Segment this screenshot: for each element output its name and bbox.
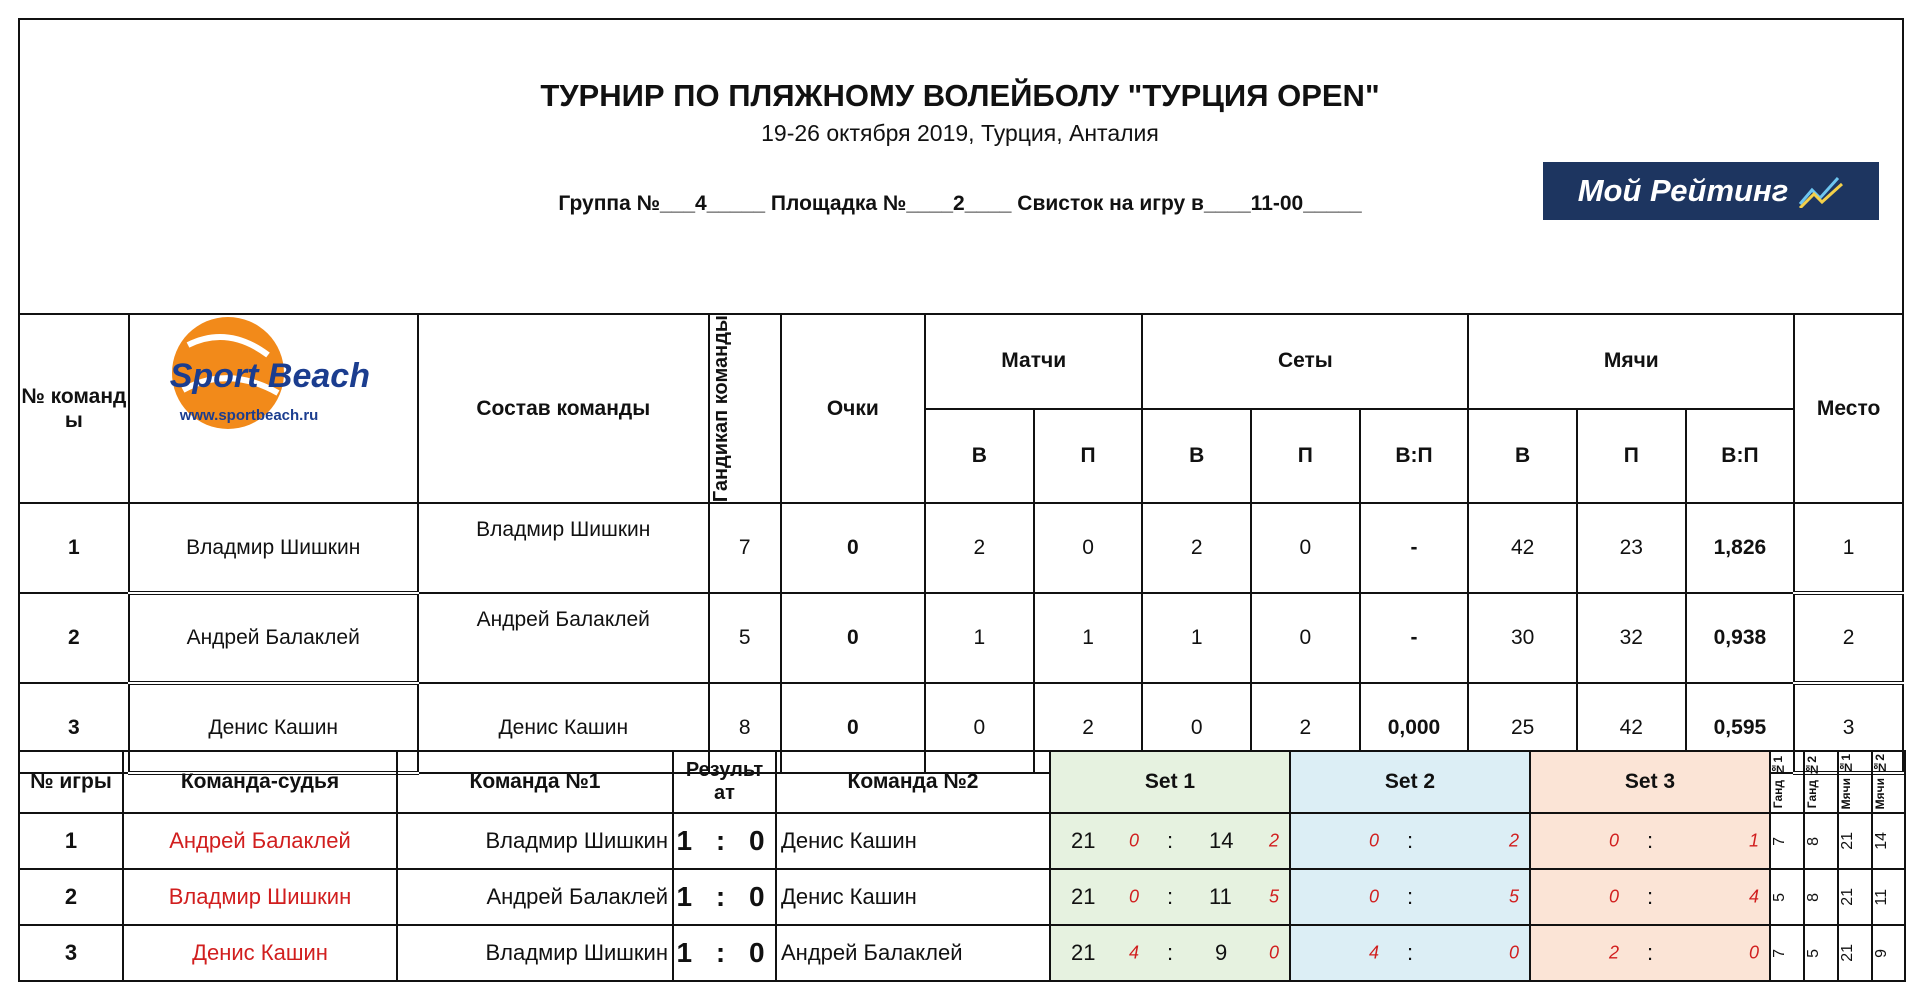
matches-w: 0: [925, 683, 1034, 773]
page-title: ТУРНИР ПО ПЛЯЖНОМУ ВОЛЕЙБОЛУ "ТУРЦИЯ OPEN": [540, 78, 1380, 113]
balls1-value: [1838, 869, 1872, 925]
points-header: Очки: [781, 314, 926, 503]
team1-header: Команда №1: [397, 751, 673, 813]
balls2-value: [1872, 869, 1905, 925]
set2-header: Set 2: [1290, 751, 1530, 813]
referee-team: Андрей Балаклей: [123, 813, 397, 869]
team-handicap: 7: [709, 503, 781, 593]
set2-score: [1290, 925, 1530, 981]
hand2-text: 8: [1805, 836, 1822, 846]
set1-team1-points: 21: [1071, 940, 1096, 965]
team1-name: Владмир Шишкин: [397, 813, 673, 869]
balls-w: 30: [1468, 593, 1577, 683]
balls2-header-text: Мячи №2: [1873, 754, 1887, 810]
team-roster: Владмир Шишкин: [418, 503, 709, 593]
set-separator: :: [1167, 940, 1174, 965]
set1-header: Set 1: [1050, 751, 1290, 813]
matches-l: 1: [1034, 593, 1143, 683]
team-roster: Андрей Балаклей: [418, 593, 709, 683]
game-result: 1 : 0: [673, 869, 776, 925]
game-no: 2: [19, 869, 123, 925]
games-table: [18, 750, 1906, 982]
table-row: [19, 813, 1905, 869]
matches-l: 0: [1034, 503, 1143, 593]
sets-w-header: В: [1142, 409, 1251, 504]
set-separator: :: [1647, 884, 1654, 909]
game-result: 1 : 0: [673, 813, 776, 869]
matches-header: Матчи: [925, 314, 1142, 409]
game-no-header: № игры: [19, 751, 123, 813]
set1-team1-handicap: 0: [1129, 830, 1140, 851]
chart-trend-icon: [1798, 174, 1844, 208]
balls-w-header: В: [1468, 409, 1577, 504]
game-no: 1: [19, 813, 123, 869]
hand1-value: [1770, 869, 1804, 925]
set1-team2-handicap: 5: [1269, 886, 1280, 907]
set-separator: :: [1407, 828, 1414, 853]
set3-score: [1530, 869, 1770, 925]
sport-logo-url: www.sportbeach.ru: [179, 407, 319, 424]
set1-team1-points: 21: [1071, 828, 1096, 853]
balls-w: 25: [1468, 683, 1577, 773]
moy-reiting-logo: [1543, 162, 1879, 220]
hand2-value: [1804, 813, 1838, 869]
set-separator: :: [1647, 828, 1654, 853]
balls1-header-text: Мячи №1: [1839, 754, 1853, 810]
set-separator: :: [1407, 884, 1414, 909]
balls2-value: [1872, 813, 1905, 869]
balls-l: 42: [1577, 683, 1686, 773]
page-subtitle: 19-26 октября 2019, Турция, Анталия: [761, 120, 1159, 146]
game-result: 1 : 0: [673, 925, 776, 981]
referee-header: Команда-судья: [123, 751, 397, 813]
team-handicap: 8: [709, 683, 781, 773]
team-no: 3: [19, 683, 129, 773]
matches-w-header: В: [925, 409, 1034, 504]
matches-w: 1: [925, 593, 1034, 683]
team2-name: Денис Кашин: [776, 869, 1050, 925]
hand1-header: [1770, 751, 1804, 813]
team-points: 0: [781, 503, 926, 593]
team1-name: Андрей Балаклей: [397, 869, 673, 925]
set3-header: Set 3: [1530, 751, 1770, 813]
balls-ratio-header: В:П: [1686, 409, 1795, 504]
set3-team1-handicap: 0: [1609, 886, 1620, 907]
set2-score: [1290, 813, 1530, 869]
team-no: 2: [19, 593, 129, 683]
team1-name: Владмир Шишкин: [397, 925, 673, 981]
set1-team2-points: 11: [1209, 884, 1232, 909]
table-row: [19, 869, 1905, 925]
hand2-value: [1804, 869, 1838, 925]
set3-team2-handicap: 0: [1749, 942, 1760, 963]
balls1-header: [1838, 751, 1872, 813]
balls1-value: [1838, 925, 1872, 981]
balls-w: 42: [1468, 503, 1577, 593]
set2-team1-handicap: 0: [1369, 830, 1380, 851]
balls-l: 23: [1577, 503, 1686, 593]
balls-l: 32: [1577, 593, 1686, 683]
sets-l: 2: [1251, 683, 1360, 773]
matches-w: 2: [925, 503, 1034, 593]
hand1-text: 5: [1771, 892, 1788, 902]
sets-header: Сеты: [1142, 314, 1468, 409]
set1-team1-handicap: 0: [1129, 886, 1140, 907]
balls2-header: [1872, 751, 1905, 813]
table-row: [19, 503, 1903, 593]
balls1-text: 21: [1839, 888, 1856, 906]
game-no: 3: [19, 925, 123, 981]
sets-ratio: 0,000: [1360, 683, 1469, 773]
sets-w: 2: [1142, 503, 1251, 593]
set1-score: [1050, 813, 1290, 869]
set2-team2-handicap: 2: [1509, 830, 1520, 851]
balls-header: Мячи: [1468, 314, 1794, 409]
set-separator: :: [1647, 940, 1654, 965]
rating-logo-text: Мой Рейтинг: [1577, 173, 1789, 208]
hand1-text: 7: [1771, 836, 1788, 846]
place-header: Место: [1794, 314, 1903, 503]
hand1-text: 7: [1771, 948, 1788, 958]
referee-team: Денис Кашин: [123, 925, 397, 981]
set3-team2-handicap: 4: [1749, 886, 1760, 907]
referee-team: Владмир Шишкин: [123, 869, 397, 925]
table-row: [19, 925, 1905, 981]
balls2-text: 14: [1873, 832, 1890, 850]
sets-ratio-header: В:П: [1360, 409, 1469, 504]
set1-team2-points: 14: [1209, 828, 1234, 853]
set3-team1-handicap: 2: [1609, 942, 1620, 963]
set2-team1-handicap: 0: [1369, 886, 1380, 907]
team-points: 0: [781, 683, 926, 773]
sets-w: 1: [1142, 593, 1251, 683]
hand2-value: [1804, 925, 1838, 981]
hand1-value: [1770, 813, 1804, 869]
set1-team1-handicap: 4: [1129, 942, 1140, 963]
sets-w: 0: [1142, 683, 1251, 773]
result-header: Результ ат: [673, 751, 776, 813]
set1-score: [1050, 925, 1290, 981]
team-name: Владмир Шишкин: [129, 503, 418, 593]
team-no: 1: [19, 503, 129, 593]
balls-l-header: П: [1577, 409, 1686, 504]
set3-team2-handicap: 1: [1749, 830, 1760, 851]
team-name: Денис Кашин: [129, 683, 418, 773]
set2-team1-handicap: 4: [1369, 942, 1380, 963]
roster-header: Состав команды: [418, 314, 709, 503]
balls2-text: 11: [1873, 888, 1890, 906]
table-row: [19, 593, 1903, 683]
group-meta: Группа №___4_____ Площадка №____2____ Свисток на игру в____11-00_____: [558, 192, 1362, 215]
balls-ratio: 1,826: [1686, 503, 1795, 593]
set2-score: [1290, 869, 1530, 925]
hand2-text: 8: [1805, 892, 1822, 902]
hand2-text: 5: [1805, 948, 1822, 958]
team-handicap: 5: [709, 593, 781, 683]
hand2-header: [1804, 751, 1838, 813]
team2-header: Команда №2: [776, 751, 1050, 813]
set-separator: :: [1167, 884, 1174, 909]
matches-l-header: П: [1034, 409, 1143, 504]
team2-name: Андрей Балаклей: [776, 925, 1050, 981]
set1-team2-handicap: 0: [1269, 942, 1280, 963]
balls-ratio: 0,595: [1686, 683, 1795, 773]
set2-team2-handicap: 5: [1509, 886, 1520, 907]
handicap-header: [709, 314, 781, 503]
sport-beach-logo-cell: [129, 314, 418, 503]
matches-l: 2: [1034, 683, 1143, 773]
set1-team2-points: 9: [1215, 940, 1228, 965]
sport-logo-main: Sport Beach: [169, 357, 370, 395]
hand1-value: [1770, 925, 1804, 981]
team2-name: Денис Кашин: [776, 813, 1050, 869]
hand1-header-text: Ганд №1: [1771, 755, 1785, 809]
team-name: Андрей Балаклей: [129, 593, 418, 683]
balls-ratio: 0,938: [1686, 593, 1795, 683]
sets-ratio: -: [1360, 593, 1469, 683]
team-place: 2: [1794, 593, 1903, 683]
balls1-text: 21: [1839, 832, 1856, 850]
balls2-text: 9: [1873, 948, 1890, 958]
team-roster: Денис Кашин: [418, 683, 709, 773]
team-place: 1: [1794, 503, 1903, 593]
sets-l: 0: [1251, 593, 1360, 683]
handicap-header-text: Гандикап команды: [709, 315, 732, 503]
standings-table: [18, 313, 1904, 775]
set3-score: [1530, 925, 1770, 981]
set-separator: :: [1167, 828, 1174, 853]
set1-team2-handicap: 2: [1269, 830, 1280, 851]
sets-ratio: -: [1360, 503, 1469, 593]
hand2-header-text: Ганд №2: [1805, 755, 1819, 809]
set-separator: :: [1407, 940, 1414, 965]
balls2-value: [1872, 925, 1905, 981]
balls1-value: [1838, 813, 1872, 869]
team-place: 3: [1794, 683, 1903, 773]
set1-team1-points: 21: [1071, 884, 1096, 909]
set2-team2-handicap: 0: [1509, 942, 1520, 963]
team-no-header: № команд ы: [19, 314, 129, 503]
set3-team1-handicap: 0: [1609, 830, 1620, 851]
balls1-text: 21: [1839, 944, 1856, 962]
sets-l: 0: [1251, 503, 1360, 593]
sets-l-header: П: [1251, 409, 1360, 504]
set1-score: [1050, 869, 1290, 925]
set3-score: [1530, 813, 1770, 869]
team-points: 0: [781, 593, 926, 683]
